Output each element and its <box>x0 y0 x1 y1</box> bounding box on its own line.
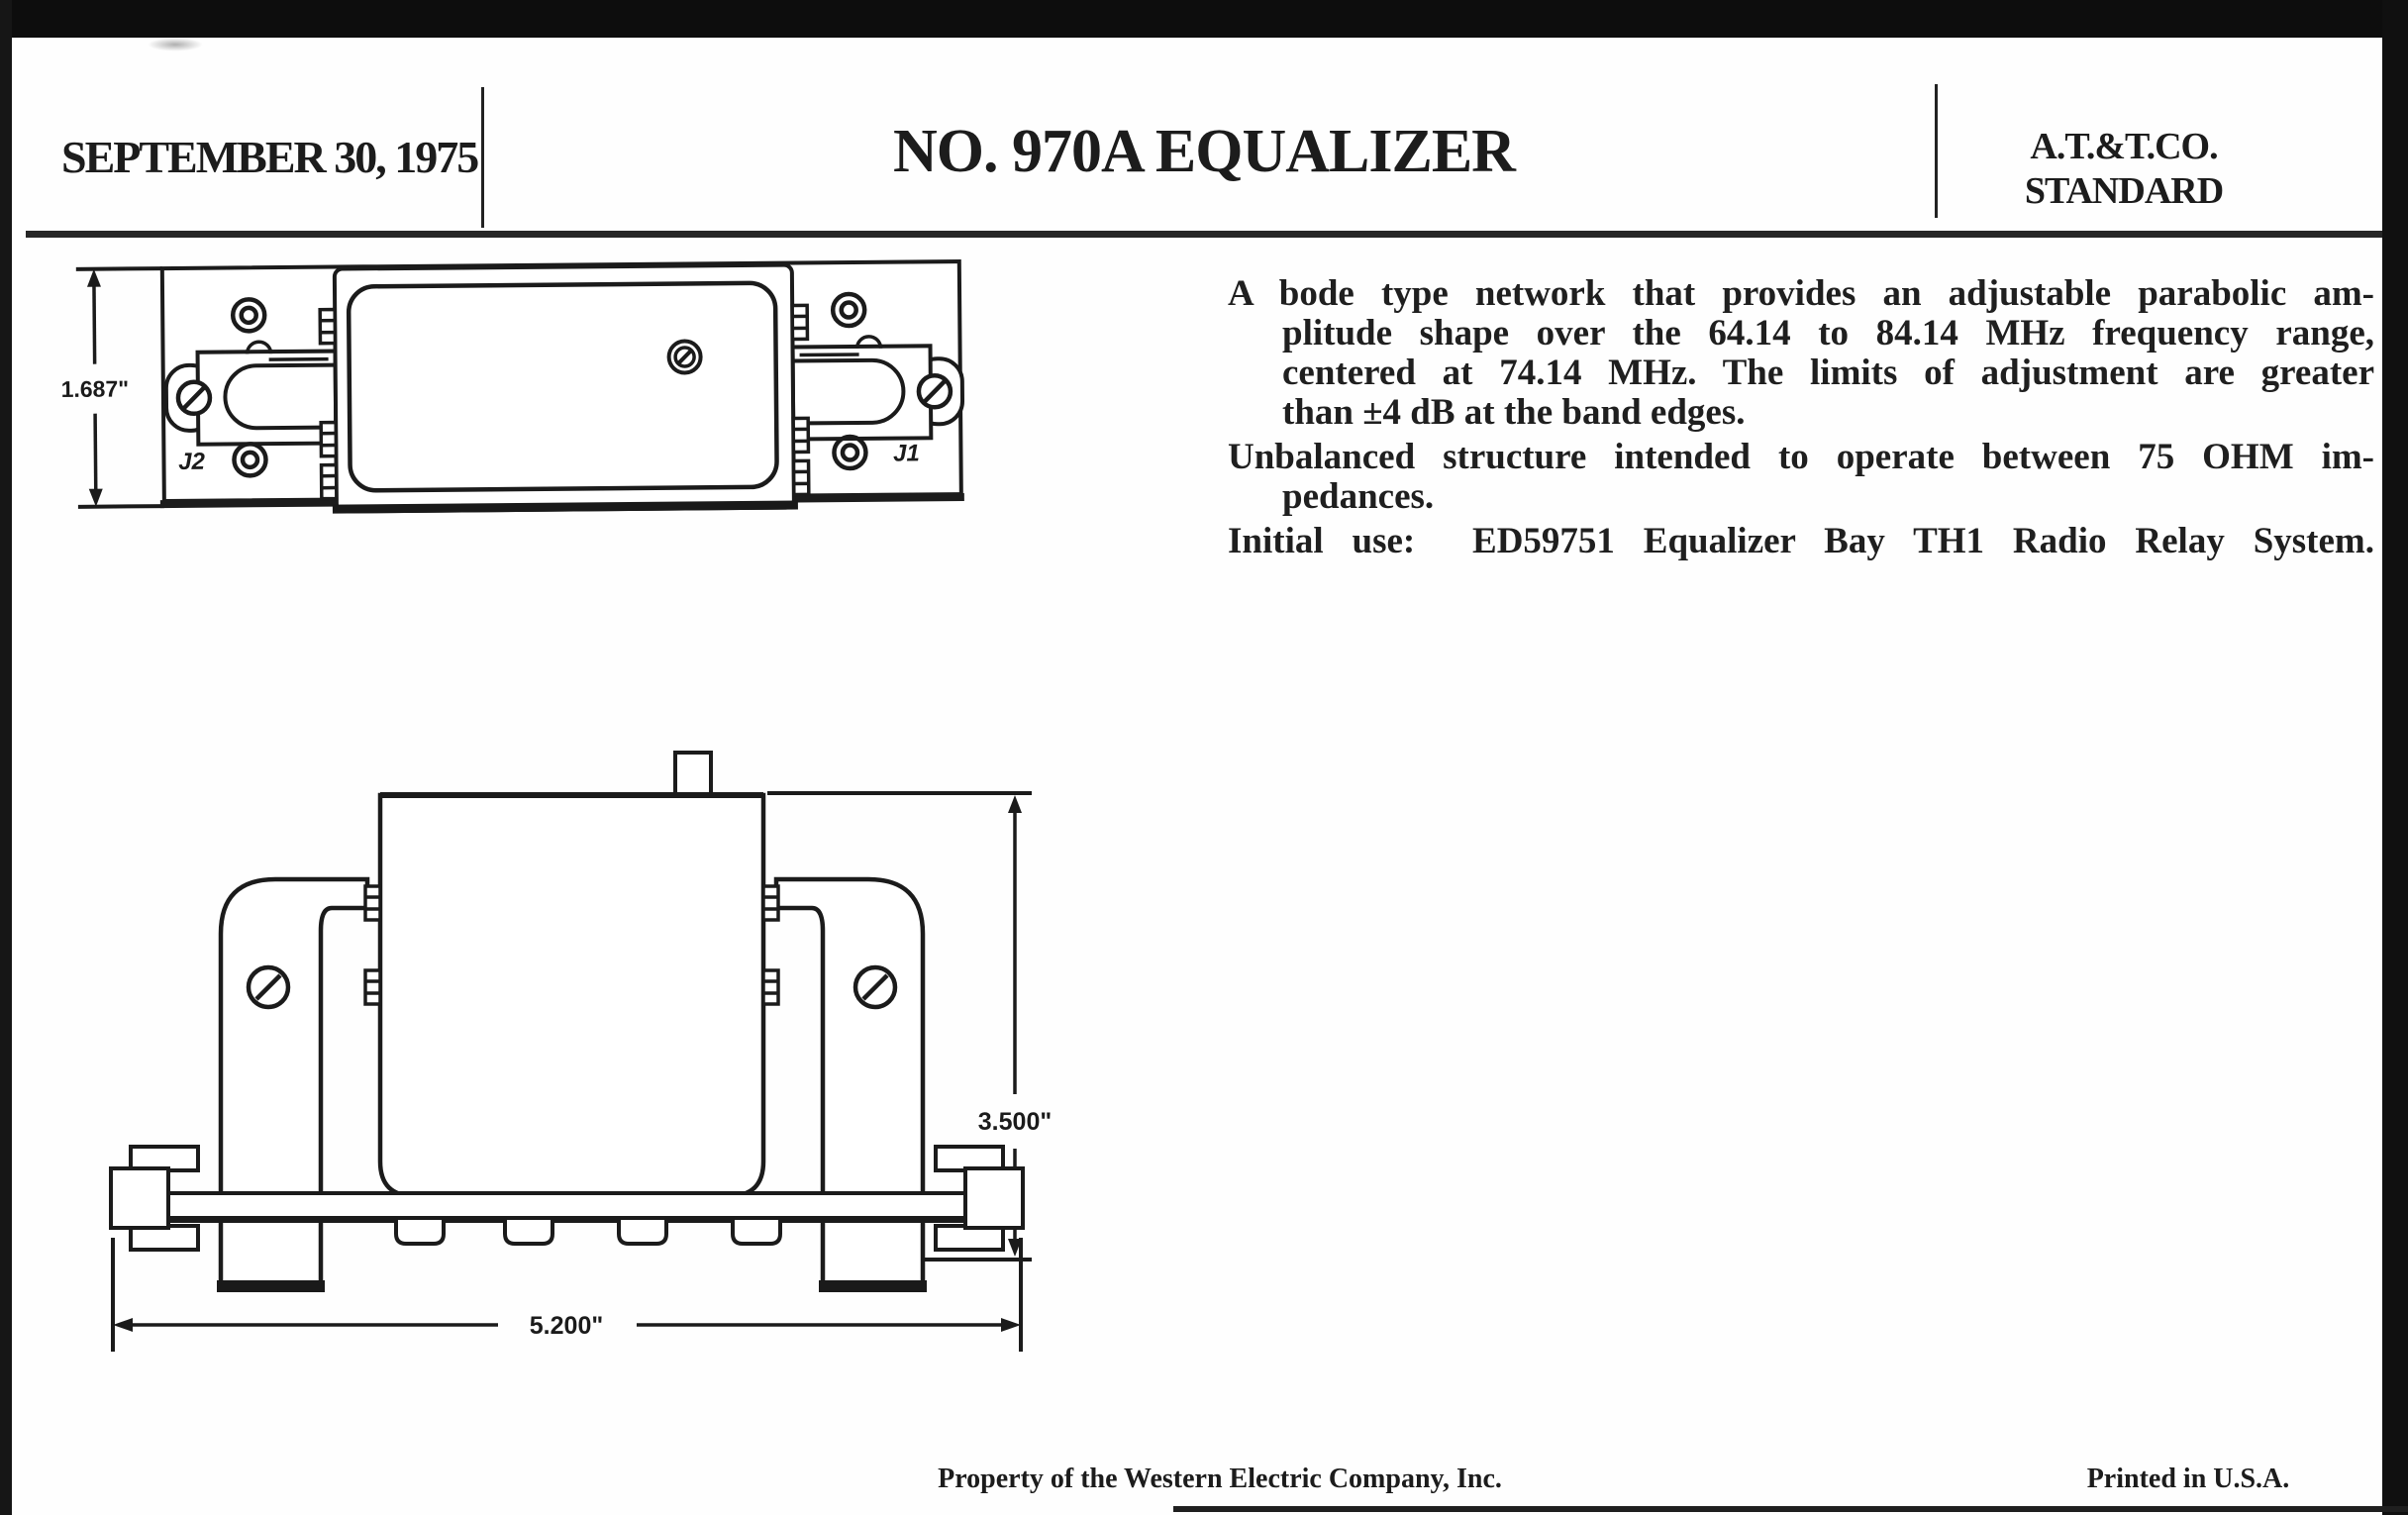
front-view-drawing <box>94 738 1074 1357</box>
adjustment-stub <box>675 753 711 798</box>
jack-label-j1: J1 <box>893 440 920 467</box>
description-line: pedances. <box>1282 476 1435 517</box>
height-dimension <box>60 268 164 507</box>
description-line: centered at 74.14 MHz. The limits of adjustment are greater <box>1282 353 2374 393</box>
org-line-1: A.T.&T.CO. <box>2030 126 2218 167</box>
front-view-width-label: 5.200" <box>529 1312 604 1340</box>
base-tabs <box>396 1220 780 1244</box>
page-title: NO. 970A EQUALIZER <box>893 118 1515 185</box>
description-line: A bode type network that provides an adjustable parabolic am- <box>1228 273 2374 314</box>
header-divider-right <box>1935 84 1938 218</box>
header-rule <box>26 231 2382 238</box>
description-line: plitude shape over the 64.14 to 84.14 MHz frequency range, <box>1282 313 2374 354</box>
right-bracket <box>776 879 923 1287</box>
description-line: Unbalanced structure intended to operate between 75 OHM im- <box>1228 437 2374 477</box>
pencil-smudge <box>139 36 212 53</box>
left-foot <box>217 1280 325 1292</box>
description-line: Initial use: ED59751 Equalizer Bay TH1 Radio Relay System. <box>1228 521 2374 561</box>
top-view-drawing <box>57 253 968 551</box>
scan-edge-left <box>0 0 12 1515</box>
left-bracket <box>221 879 367 1287</box>
jack-label-j2: J2 <box>178 448 205 475</box>
org-standard-label <box>1980 125 2267 214</box>
footer-property-notice: Property of the Western Electric Company, Inc. <box>938 1464 1502 1494</box>
front-view-height-label: 3.500" <box>977 1108 1053 1136</box>
right-bracket-screw-icon <box>855 967 895 1007</box>
base-plate <box>168 1193 1022 1220</box>
footer-printed-notice: Printed in U.S.A. <box>2086 1464 2290 1494</box>
description-line: than ±4 dB at the band edges. <box>1282 392 1746 433</box>
org-line-2: STANDARD <box>2024 170 2224 212</box>
header-divider-left <box>481 87 484 228</box>
scan-edge-top <box>0 0 2408 38</box>
left-bracket-screw-icon <box>249 967 288 1007</box>
issue-date: SEPTEMBER 30, 1975 <box>61 132 478 182</box>
description-block <box>1228 274 2374 561</box>
right-foot <box>819 1280 927 1292</box>
scan-edge-bottom <box>1173 1506 2408 1512</box>
base-plate-shadow <box>168 1216 1022 1223</box>
scan-edge-right <box>2382 0 2408 1515</box>
cover-lid <box>349 283 777 491</box>
equalizer-can <box>380 795 763 1196</box>
top-view-height-label: 1.687" <box>60 375 130 402</box>
